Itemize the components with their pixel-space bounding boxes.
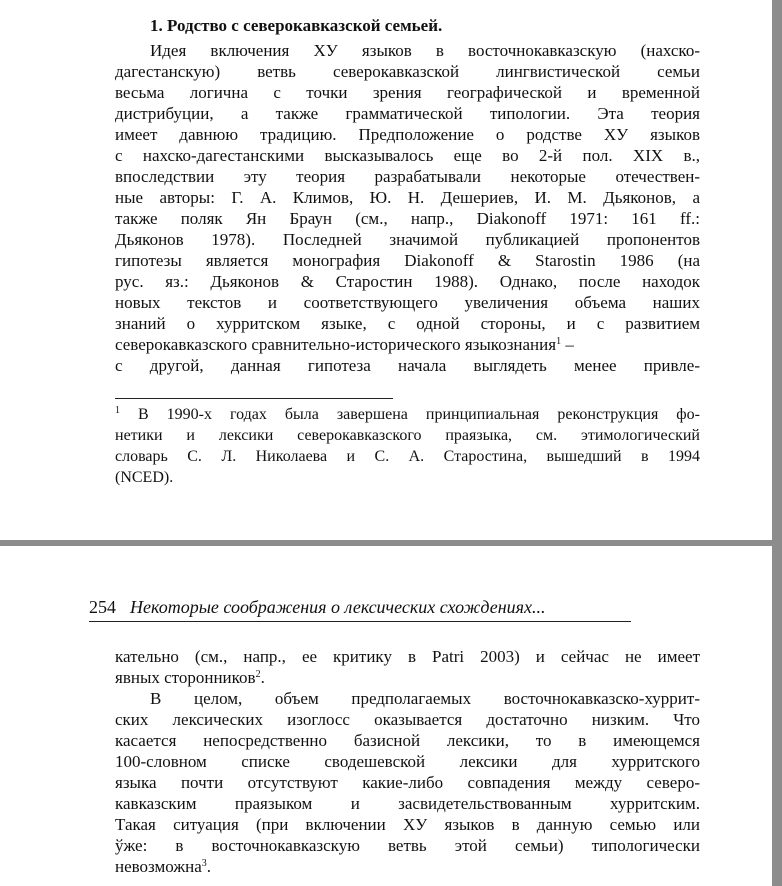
text-line: Такая ситуация (при включении ХУ языков в данную семью или [115,815,700,834]
footnote-number: 1 [115,405,120,416]
text-line: новых текстов и соответствующего увеличения объема наших [115,293,700,312]
footnote-line: словарь С. Л. Николаева и С. А. Старостина, вышедший в 1994 [115,448,700,465]
footnote-line: $^1$ В 1990-х годах была завершена принципиальная реконструкция фо- [115,405,700,423]
text-line: впоследствии эту теория разрабатывали некоторые отечествен- [115,167,700,186]
text-line: дагестанскую) ветвь северокавказской лингвистической семьи [115,62,700,81]
footnote-ref: 3 [201,858,207,869]
text-line: с нахско-дагестанскими высказывалось еще во 2-й пол. XIX в., [115,146,700,165]
text-line: явных сторонников$^2$. [115,668,265,687]
text-line: весьма логична с точки зрения географической и временной [115,83,700,102]
text-line: касается непосредственно базисной лексики, то в имеющемся [115,731,700,750]
text-line: рус. яз.: Дьяконов & Старостин 1988). Однако, после находок [115,272,700,291]
footnote-line: нетики и лексики северокавказского праязыка, см. этимологический [115,427,700,444]
text-line: имеет давнюю традицию. Предположение о родстве ХУ языков [115,125,700,144]
text-line: ўже: в восточнокавказскую ветвь этой семьи) типологически [115,836,700,855]
footnote-ref: 1 [556,336,562,347]
text-line: гипотезы является монография Diakonoff & Starostin 1986 (на [115,251,700,270]
lower-page [0,546,772,886]
text-line: кательно (см., напр., ее критику в Patri 2003) и сейчас не имеет [115,647,700,666]
text-line: невозможна$^3$. [115,857,212,876]
text-line: с другой, данная гипотеза начала выглядеть менее привле- [115,356,700,375]
text-line: знаний о хурритском языке, с одной стороны, и с развитием [115,314,700,333]
footnote-line: (NCED). [115,469,174,486]
text-line: ских лексических изоглосс оказывается достаточно низким. Что [115,710,700,729]
text-line: дистрибуции, а также грамматической типологии. Эта теория [115,104,700,123]
running-title: Некоторые соображения о лексических схождениях... [130,597,546,617]
page-number: 254 [89,597,116,617]
text-line: также поляк Ян Браун (см., напр., Diakonoff 1971: 161 ff.: [115,209,700,228]
text-line: северокавказского сравнительно-исторического языкознания$^1$ – [115,335,574,354]
header-rule [89,621,631,622]
running-header [89,596,546,618]
footnote-rule [115,398,393,399]
text-line: кавказским праязыком и засвидетельствованным хурритским. [115,794,700,813]
footnote-ref: 2 [255,669,261,680]
text-line: Идея включения ХУ языков в восточнокавказскую (нахско- [150,41,700,60]
text-line: В целом, объем предполагаемых восточнокавказско-хуррит- [150,689,700,708]
text-line: 100-словном списке сводешевской лексики для хурритского [115,752,700,771]
text-line: Дьяконов 1978). Последней значимой публикацией пропонентов [115,230,700,249]
text-line: ные авторы: Г. А. Климов, Ю. Н. Дешериев, И. М. Дьяконов, а [115,188,700,207]
viewer-background [772,0,782,886]
section-heading: 1. Родство с северокавказской семьей. [150,16,443,35]
text-line: языка почти отсутствуют какие-либо совпадения между северо- [115,773,700,792]
